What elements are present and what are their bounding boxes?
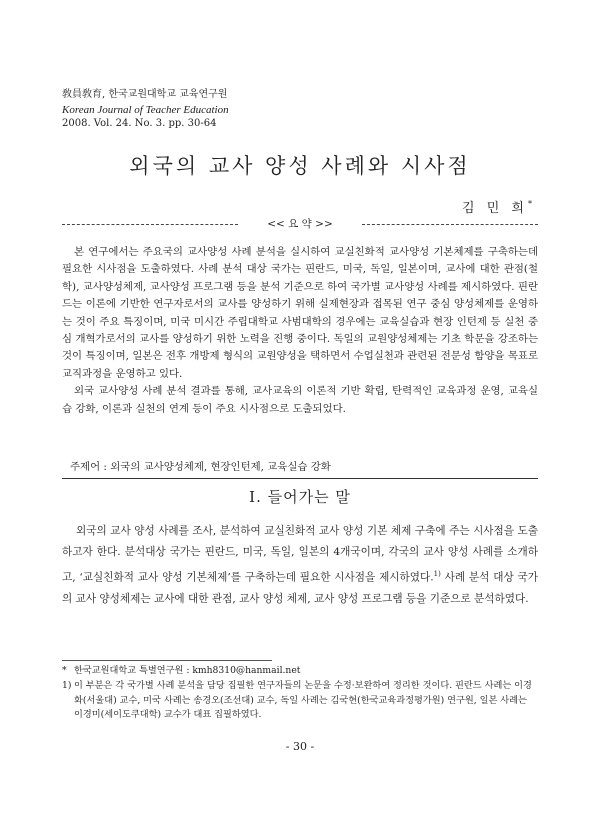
footnote-author bbox=[62, 664, 538, 679]
section-title: 들어가는 말 bbox=[267, 488, 351, 506]
keywords-divider bbox=[62, 478, 538, 479]
section-number: Ⅰ. bbox=[249, 488, 262, 506]
abstract-heading-label: << 요 약 >> bbox=[267, 218, 333, 230]
abstract-paragraph-2: 외국 교사양성 사례 분석 결과를 통해, 교사교육의 이론적 기반 확립, 탄력적인 교육과정 운영, 교육실습 강화, 이론과 실천의 연계 등이 주요 시사점으로 도출되었다. bbox=[62, 385, 538, 415]
journal-english-name: Korean Journal of Teacher Education bbox=[62, 103, 229, 116]
journal-korean-name: 敎員敎育, 한국교원대학교 교육연구원 bbox=[62, 89, 228, 100]
intro-text-1: 외국의 교사 양성 사례를 조사, 분석하여 교실친화적 교사 양성 기본 체제 구축에 주는 시사점을 도출하고자 한다. 분석대상 국가는 핀란드, 미국, 독일, 일본의 4개국이며, 각국의 교사 양성 사례를 소개하고, ‘교실친화적 교사 양성 기본체제’를 구축하는데 필요한 시사점을 제시하였다. bbox=[62, 525, 538, 584]
intro-text-2: 사례 분석 대상 국가의 교사 양성체제는 교사에 대한 관점, 교사 양성 체제, 교사 양성 프로그램 등을 기준으로 분석하였다. bbox=[62, 571, 538, 605]
footnotes bbox=[62, 664, 538, 723]
journal-volume-info: 2008. Vol. 24. No. 3. pp. 30-64 bbox=[62, 118, 217, 129]
author-name: 김 민 희 bbox=[462, 201, 528, 216]
author bbox=[462, 197, 532, 216]
footnote-mark: * bbox=[62, 665, 67, 676]
footnote-mark: 1) bbox=[62, 679, 72, 691]
abstract-paragraph-1: 본 연구에서는 주요국의 교사양성 사례 분석을 실시하여 교실친화적 교사양성 기본체제를 구축하는데 필요한 시사점을 도출하였다. 사례 분석 대상 국가는 핀란드, 미국, 독일, 일본이며, 교사에 대한 관점(철학), 교사양성체제, 교사양성 프로그램 등을 분석 기준으로 하여 국가별 교사양성 사례를 제시하였다. 핀란드는 이론에 기반한 연구자로서의 교사를 양성하기 위해 실제현장과 접목된 연구 중심 양성체제를 운영하는 것이 주요 특징이며, 미국 미시간 주립대학교 사범대학의 경우에는 교육실습과 현장 인턴제 등 실천 중심 개혁가로서의 교사를 양성하기 위한 노력을 진행 중이다. 독일의 교원양성체제는 기초 학문을 강조하는 것이 특징이며, 일본은 전후 개방제 형식의 교원양성을 택하면서 수업실천과 관련된 전문성 함양을 목표로 교직과정을 운영하고 있다. bbox=[62, 246, 538, 380]
footnote-divider bbox=[62, 660, 272, 661]
footnote-text: 한국교원대학교 특별연구원 : kmh8310@hanmail.net bbox=[74, 665, 301, 676]
footnote-text: 이 부분은 각 국가별 사례 분석을 담당 집필한 연구자들의 논문을 수정·보완하여 정리한 것이다. 핀란드 사례는 이경화(서울대) 교수, 미국 사례는 송경오(조선대) 교수, 독일 사례는 김국현(한국교육과정평가원) 연구원, 일본 사례는 이경미(세이도쿠대학) 교수가 대표 집필하였다. bbox=[74, 679, 532, 721]
keywords: 주제어 : 외국의 교사양성체제, 현장인턴제, 교육실습 강화 bbox=[70, 461, 331, 473]
journal-info bbox=[62, 88, 229, 132]
intro-paragraph bbox=[62, 521, 538, 610]
abstract-heading-rule-right bbox=[362, 224, 538, 225]
page-number: - 30 - bbox=[285, 740, 315, 753]
section-heading bbox=[0, 486, 600, 507]
abstract-body bbox=[62, 244, 538, 418]
footnote-1 bbox=[62, 679, 538, 723]
paper-title: 외국의 교사 양성 사례와 시사점 bbox=[129, 154, 471, 178]
abstract-heading bbox=[62, 216, 538, 232]
author-footnote-mark: * bbox=[528, 199, 532, 209]
footnote-ref-1: 1) bbox=[433, 569, 441, 578]
intro-body bbox=[62, 521, 538, 610]
